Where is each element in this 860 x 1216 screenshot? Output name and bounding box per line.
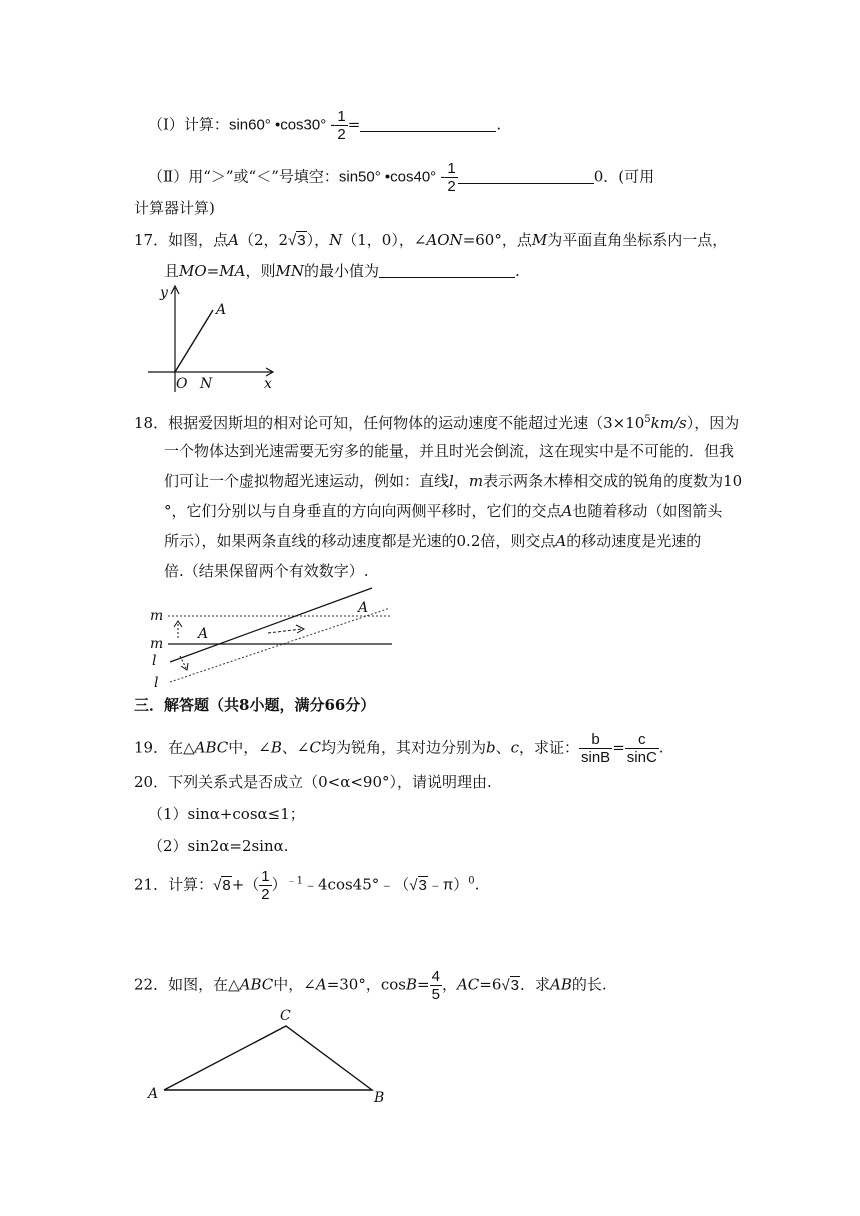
q17-label-A: A [216,302,227,318]
q19-fraction-b: $\frac{b}{\sin B}$ [581,731,611,766]
q17-line2: 且MO=MA，则MN的最小值为 . [164,262,520,280]
q18-line-l [170,588,372,662]
q16-part1-fraction: $\frac{1}{2}$ [337,108,346,143]
q16-part2-expr: sin50° •cos40° - [338,168,446,186]
q18-label-l-bottom: l [154,675,159,691]
q19-fraction-c: $\frac{c}{\sin C}$ [626,731,657,766]
q18-label-A-moved: A [358,600,369,616]
q18-line4: °，它们分别以与自身垂直的方向向两侧平移时，它们的交点A也随着移动（如图箭头 [164,502,723,520]
q21-sqrt8: √8 [213,876,231,894]
q16-part2-fraction: $\frac{1}{2}$ [447,160,456,195]
q18-label-m-top: m [150,608,164,624]
section-heading: 三．解答题（共8小题，满分66分） [134,696,376,714]
q22-sqrt: √3 [501,976,519,994]
q22-label-A: A [148,1086,159,1102]
q21-fraction: $\frac{1}{2}$ [261,868,270,903]
q20-stem: 20．下列关系式是否成立（0<α<90°），请说明理由. [134,773,492,791]
q18-moving-lines-figure [140,586,400,692]
q17-label-O: O [176,376,188,392]
q22-triangle-figure [140,1004,400,1106]
q20-part1: （1）sinα+cosα≤1； [148,805,305,823]
q21-sqrt3: √3 [409,876,427,894]
q18-line3: 们可让一个虚拟物超光速运动，例如：直线l，m表示两条木棒相交成的锐角的度数为10 [164,472,743,490]
q18-line-l-moved [170,608,390,682]
q18-label-A: A [198,626,209,642]
q16-part1-expr: sin60° •cos30° - [228,116,336,134]
q18-label-l: l [152,653,157,669]
q19: 19．在△ABC中，∠B、∠C均为锐角，其对边分别为b、c，求证： $\frac{b}{\sin B}$ = $\frac{c}{\sin C}$ . [134,731,664,766]
q22: 22．如图，在△ABC中，∠A=30°，cosB= $\frac{4}{5}$ ，AC=6√3．求AB的长. [134,968,607,1003]
q16-part1: （Ⅰ）计算：sin60° •cos30° - $\frac{1}{2}$ = . [148,108,502,143]
q18-label-m: m [150,636,164,652]
q18-arrow-right [268,629,302,633]
q20-part2: （2）sin2α=2sinα. [148,837,289,855]
q18-line5: 所示），如果两条直线的移动速度都是光速的0.2倍，则交点A的移动速度是光速的 [164,532,702,550]
q22-fraction: $\frac{4}{5}$ [431,968,440,1003]
q17-answer-blank[interactable] [379,263,515,278]
q22-label-C: C [280,1008,291,1024]
q18-line1: 18．根据爱因斯坦的相对论可知，任何物体的运动速度不能超过光速$(3\times 10^5km/s)$，因为 [134,414,740,432]
q22-label-B: B [374,1090,385,1106]
q21: 21．计算：√8+（ $\frac{1}{2}$ ）$^{﹣1}$﹣4cos45°﹣（√3﹣π）$^0$. [134,868,480,903]
q22-triangle [164,1026,372,1090]
q17-sqrt: √3 [288,232,306,249]
q17-line1: 17．如图，点A（2，2√3），N（1，0），∠AON=60°，点M为平面直角坐标系内一点， [134,229,727,252]
q16-part2: （Ⅱ）用“＞”或“＜”号填空：sin50° •cos40° - $\frac{1}{2}$ 0．(可用 [148,160,655,195]
q17-label-N: N [200,376,213,392]
q16-part2-continuation: 计算器计算) [134,199,215,217]
q18-line2: 一个物体达到光速需要无穷多的能量，并且时光会倒流，这在现实中是不可能的．但我 [164,442,735,460]
q16-part2-answer-blank[interactable] [458,169,594,184]
q17-label-y: y [160,285,168,301]
q16-part1-answer-blank[interactable] [360,117,496,132]
q17-coordinate-figure [140,282,280,394]
q18-line6: 倍.（结果保留两个有效数字）. [164,562,369,580]
q17-label-x: x [264,376,272,392]
q17-ray-OA [175,310,213,372]
